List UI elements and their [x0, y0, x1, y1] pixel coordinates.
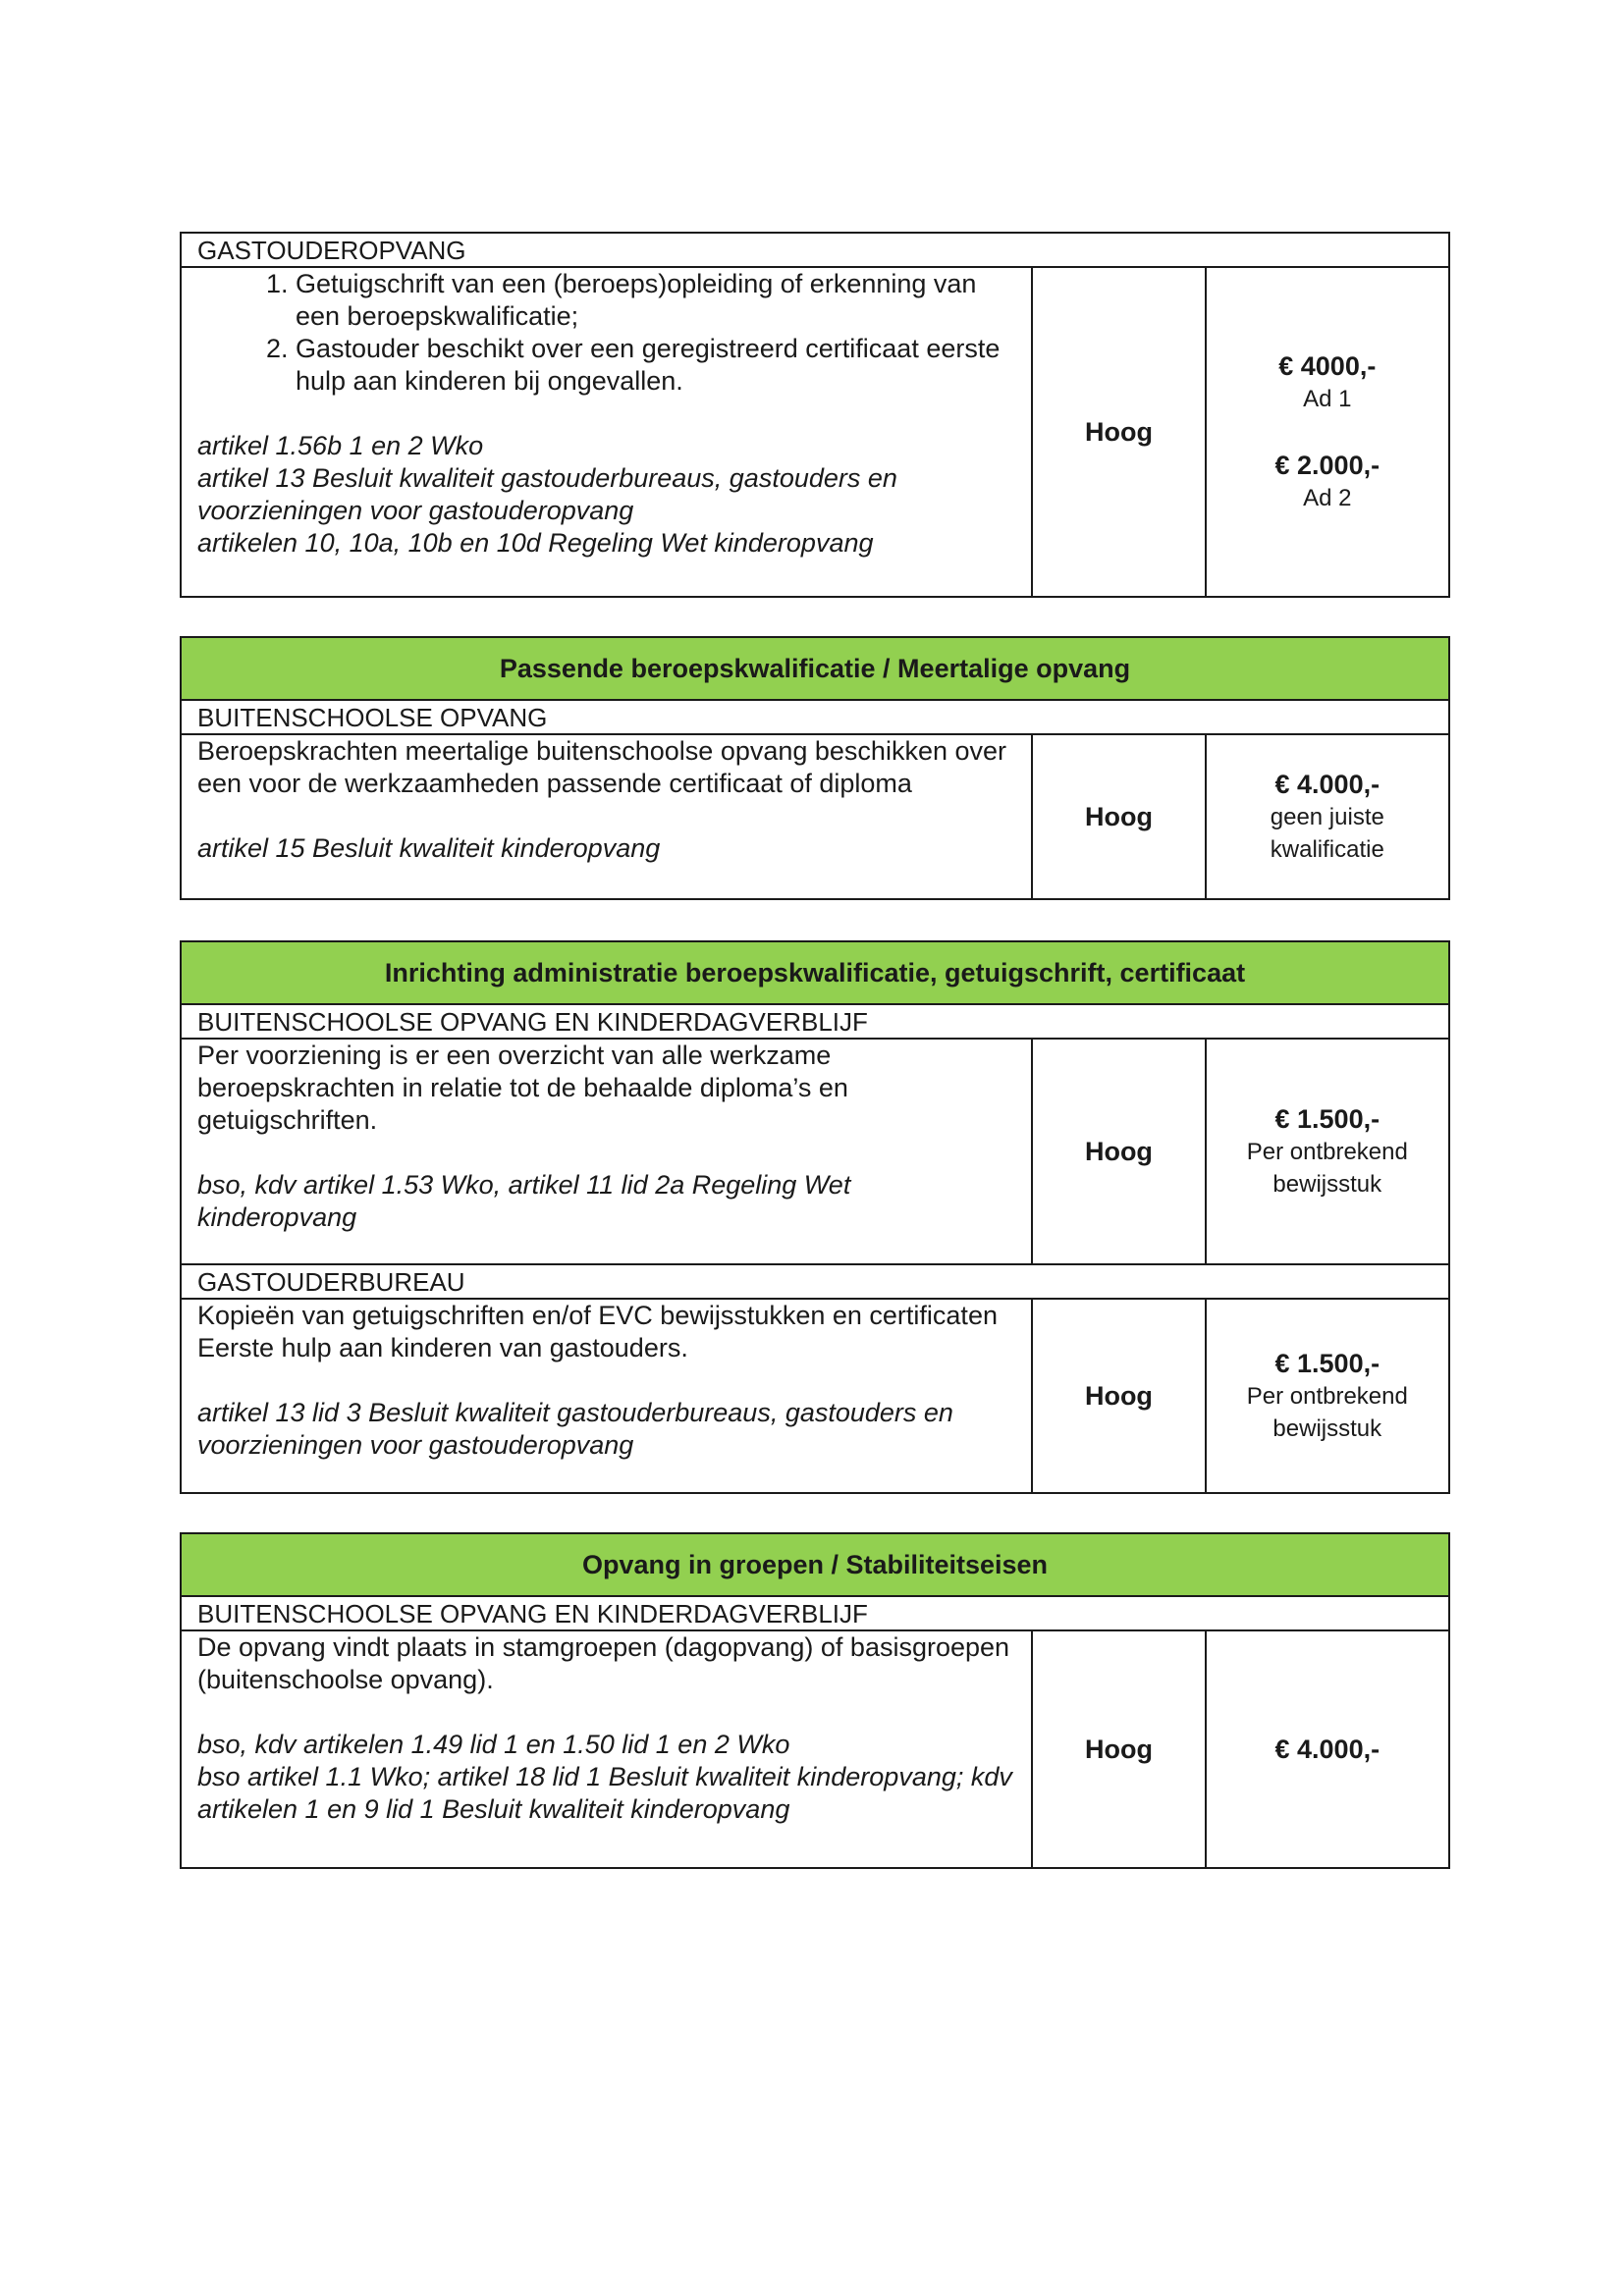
section-title: Passende beroepskwalificatie / Meertalige opvang	[181, 637, 1449, 700]
list-item: 2. Gastouder beschikt over een geregistreerd certificaat eerste hulp aan kinderen bij ongevallen.	[296, 333, 1015, 398]
fine-amount: € 4000,-	[1278, 351, 1377, 381]
requirement-text	[181, 1630, 1032, 1868]
fine-note: Ad 1	[1303, 386, 1352, 412]
requirement-text	[181, 267, 1032, 597]
severity-level: Hoog	[1032, 734, 1205, 899]
requirement-text	[181, 1299, 1032, 1493]
requirement-description: Kopieën van getuigschriften en/of EVC bewijsstukken en certificaten Eerste hulp aan kinderen van gastouders.	[197, 1301, 998, 1362]
severity-level: Hoog	[1032, 1039, 1205, 1264]
requirement-description: Beroepskrachten meertalige buitenschoolse opvang beschikken over een voor de werkzaamheden passende certificaat of diploma	[197, 736, 1007, 798]
section-title: Opvang in groepen / Stabiliteitseisen	[181, 1533, 1449, 1596]
fine-cell	[1206, 1039, 1449, 1264]
legal-reference: artikel 1.56b 1 en 2 Wko	[197, 431, 484, 460]
fine-cell	[1206, 1299, 1449, 1493]
fine-amount: € 1.500,-	[1274, 1349, 1380, 1378]
section-subheader: BUITENSCHOOLSE OPVANG	[181, 700, 1449, 734]
requirement-description: De opvang vindt plaats in stamgroepen (dagopvang) of basisgroepen (buitenschoolse opvang).	[197, 1632, 1010, 1694]
fine-note: Ad 2	[1303, 485, 1352, 511]
fine-amount: € 1.500,-	[1274, 1104, 1380, 1134]
fine-note: geen juiste kwalificatie	[1270, 804, 1384, 863]
legal-reference: artikel 15 Besluit kwaliteit kinderopvang	[197, 833, 661, 863]
table-stabiliteitseisen	[180, 1532, 1450, 1869]
fine-amount: € 4.000,-	[1274, 1735, 1380, 1764]
severity-level: Hoog	[1032, 267, 1205, 597]
section-subheader: GASTOUDERBUREAU	[181, 1264, 1449, 1299]
severity-level: Hoog	[1032, 1630, 1205, 1868]
legal-reference: bso, kdv artikelen 1.49 lid 1 en 1.50 lid 1 en 2 Wko	[197, 1730, 790, 1759]
section-subheader: BUITENSCHOOLSE OPVANG EN KINDERDAGVERBLIJF	[181, 1596, 1449, 1630]
requirement-text	[181, 1039, 1032, 1264]
fine-amount: € 4.000,-	[1274, 770, 1380, 799]
section-subheader: BUITENSCHOOLSE OPVANG EN KINDERDAGVERBLIJF	[181, 1004, 1449, 1039]
legal-reference: artikel 13 lid 3 Besluit kwaliteit gastouderbureaus, gastouders en voorzieningen voor gastouderopvang	[197, 1398, 953, 1460]
legal-reference: artikel 13 Besluit kwaliteit gastouderbureaus, gastouders en voorzieningen voor gastouderopvang	[197, 463, 897, 525]
section-subheader: GASTOUDEROPVANG	[181, 233, 1449, 267]
legal-reference: artikelen 10, 10a, 10b en 10d Regeling Wet kinderopvang	[197, 528, 874, 558]
requirement-text	[181, 734, 1032, 899]
table-meertalige-opvang	[180, 636, 1450, 900]
fine-note: Per ontbrekend bewijsstuk	[1246, 1139, 1408, 1198]
list-item: 1. Getuigschrift van een (beroeps)opleiding of erkenning van een beroepskwalificatie;	[296, 268, 1015, 333]
section-title: Inrichting administratie beroepskwalificatie, getuigschrift, certificaat	[181, 941, 1449, 1004]
table-gastouderopvang	[180, 232, 1450, 598]
fine-cell	[1206, 1630, 1449, 1868]
severity-level: Hoog	[1032, 1299, 1205, 1493]
fine-amount: € 2.000,-	[1274, 451, 1380, 480]
legal-reference: bso, kdv artikel 1.53 Wko, artikel 11 lid 2a Regeling Wet kinderopvang	[197, 1170, 851, 1232]
table-administratie	[180, 940, 1450, 1494]
fine-cell	[1206, 267, 1449, 597]
fine-cell	[1206, 734, 1449, 899]
legal-reference: bso artikel 1.1 Wko; artikel 18 lid 1 Besluit kwaliteit kinderopvang; kdv artikelen 1 en 9 lid 1 Besluit kwaliteit kinderopvang	[197, 1762, 1012, 1824]
requirement-description: Per voorziening is er een overzicht van alle werkzame beroepskrachten in relatie tot de behaalde diploma’s en getuigschriften.	[197, 1041, 848, 1135]
fine-note: Per ontbrekend bewijsstuk	[1246, 1383, 1408, 1442]
